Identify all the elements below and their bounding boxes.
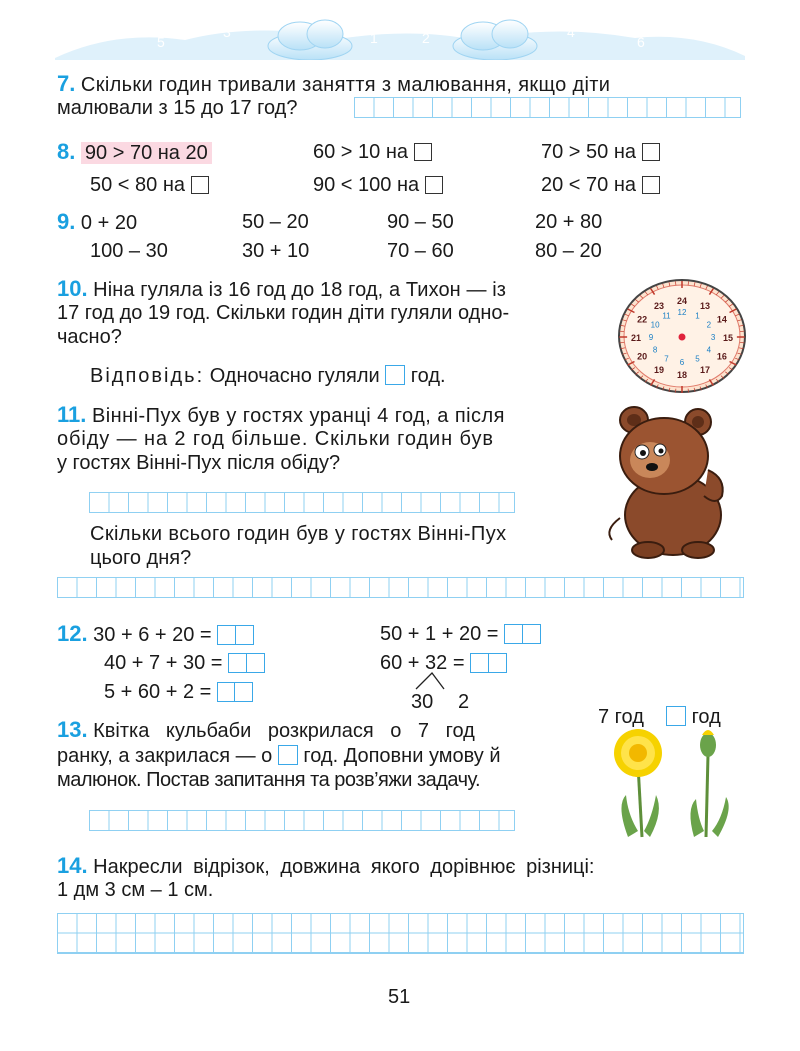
task-11-line-1: 11. Вінні-Пух був у гостях уранці 4 год, а після	[57, 402, 505, 427]
clock-inner-number: 5	[695, 354, 700, 364]
task-8-item: 60 > 10 на	[313, 140, 432, 164]
answer-box[interactable]	[385, 365, 405, 385]
clock-face	[616, 277, 748, 395]
clock-outer-number: 21	[630, 333, 642, 343]
answer-box[interactable]	[278, 745, 298, 765]
clock-inner-number: 1	[695, 311, 700, 321]
answer-grid[interactable]	[89, 492, 515, 513]
expression: 80 – 20	[535, 240, 602, 262]
header-digit: 0	[397, 16, 405, 32]
header-digit: 6	[637, 34, 645, 50]
dandelion-illustration	[598, 725, 748, 840]
answer-grid[interactable]	[57, 577, 744, 598]
task-11-line-3: у гостях Вінні-Пух після обіду?	[57, 452, 341, 474]
clock-outer-number: 19	[653, 365, 665, 376]
header-digit: 8	[691, 24, 699, 40]
answer-box[interactable]	[425, 176, 443, 194]
answer-double-box[interactable]	[228, 653, 263, 679]
header-digit: 5	[157, 34, 165, 50]
example-highlight: 90 > 70 на 20	[81, 142, 212, 164]
clock-inner-number: 8	[652, 345, 658, 355]
page-number: 51	[388, 986, 411, 1008]
task-8-item: 20 < 70 на	[541, 173, 660, 197]
task-8-item: 90 < 100 на	[313, 173, 443, 197]
expression: 70 – 60	[387, 240, 454, 262]
header-digit: 7	[107, 24, 115, 40]
answer-box[interactable]	[642, 143, 660, 161]
task-10-line-3: часно?	[57, 326, 122, 348]
bear-icon	[598, 400, 748, 560]
clock-outer-number: 18	[676, 370, 688, 380]
header-digit: 1	[370, 30, 378, 46]
task-number: 11.	[57, 402, 87, 427]
task-12-right-1: 50 + 1 + 20 =	[380, 622, 539, 650]
clock-outer-number: 13	[699, 300, 711, 311]
task-number: 7.	[57, 71, 76, 96]
winnie-pooh-illustration	[598, 400, 748, 560]
task-number: 13.	[57, 717, 88, 742]
answer-double-box[interactable]	[504, 624, 539, 650]
split-lines	[410, 671, 450, 691]
answer-box[interactable]	[666, 706, 686, 726]
task-number: 12.	[57, 621, 88, 646]
task-13-line-1: 13. Квітка кульбаби розкрилася о 7 год	[57, 717, 475, 742]
expression: 0 + 20	[80, 212, 138, 234]
task-9-row-1	[57, 210, 137, 235]
answer-box[interactable]	[414, 143, 432, 161]
flower-right-label: год	[666, 705, 721, 729]
task-8-row-1	[57, 140, 212, 165]
clock-inner-number: 9	[648, 333, 654, 342]
task-11-q2-line-2: цього дня?	[90, 547, 192, 569]
clock-inner-number: 10	[650, 320, 660, 330]
task-10-line-2: 17 год до 19 год. Скільки годин діти гуляли одно-	[57, 302, 510, 324]
task-11-line-2: обіду — на 2 год більше. Скільки годин був	[57, 428, 494, 450]
task-12-row-1: 12. 30 + 6 + 20 =	[57, 622, 252, 651]
clock-inner-number: 11	[662, 311, 671, 321]
header-digit: 4	[567, 24, 575, 40]
split-right: 2	[458, 691, 470, 713]
clock-inner-number: 12	[677, 308, 687, 317]
task-number: 8.	[57, 139, 76, 164]
task-14-line-1: 14. Накресли відрізок, довжина якого дорівнює різниці:	[57, 853, 595, 878]
clock-outer-number: 15	[722, 333, 734, 343]
task-number: 9.	[57, 209, 76, 234]
task-13-line-3: малюнок. Постав запитання та розв’яжи задачу.	[57, 769, 481, 791]
drawing-grid[interactable]	[57, 913, 744, 954]
expression: 20 + 80	[535, 211, 603, 233]
clock-outer-number: 20	[637, 351, 648, 362]
answer-box[interactable]	[642, 176, 660, 194]
split-left: 30	[411, 691, 434, 713]
clock-outer-number: 14	[716, 314, 727, 325]
task-10-answer: Відповідь: Одночасно гуляли год.	[90, 365, 446, 387]
answer-box[interactable]	[191, 176, 209, 194]
clock-inner-number: 2	[706, 320, 712, 330]
answer-double-box[interactable]	[217, 625, 252, 651]
task-11-q2-line-1: Скільки всього годин був у гостях Вінні-Пух	[90, 523, 507, 545]
expression: 100 – 30	[90, 240, 168, 262]
clock-outer-number: 23	[653, 300, 665, 311]
task-14-line-2: 1 дм 3 см – 1 см.	[57, 879, 214, 901]
task-8-item: 50 < 80 на	[90, 173, 209, 197]
task-12-row-3: 5 + 60 + 2 =	[104, 680, 252, 708]
header-banner	[55, 10, 745, 60]
task-12-right-2: 60 + 32 =	[380, 651, 505, 679]
answer-grid[interactable]	[354, 97, 741, 118]
clock-outer-number: 22	[637, 314, 648, 325]
clock-outer-number: 24	[676, 296, 688, 306]
answer-label: Відповідь:	[90, 365, 205, 387]
task-12-row-2: 40 + 7 + 30 =	[104, 651, 263, 679]
clock-icon	[616, 277, 748, 395]
clock-inner-number: 4	[706, 345, 712, 355]
answer-double-box[interactable]	[470, 653, 505, 679]
task-number: 10.	[57, 276, 88, 301]
clock-inner-number: 7	[664, 354, 669, 364]
answer-double-box[interactable]	[217, 682, 252, 708]
header-digit: 2	[422, 30, 430, 46]
expression: 90 – 50	[387, 211, 454, 233]
dandelion-icon	[598, 725, 748, 840]
clock-outer-number: 16	[716, 351, 727, 362]
clock-outer-number: 17	[699, 365, 711, 376]
task-7-line-2: малювали з 15 до 17 год?	[57, 97, 298, 119]
clock-inner-number: 3	[710, 333, 716, 342]
flower-left-label: 7 год	[598, 706, 644, 728]
answer-grid[interactable]	[89, 810, 515, 831]
expression: 30 + 10	[242, 240, 310, 262]
task-13-line-2: ранку, а закрилася — о год. Доповни умову й	[57, 745, 501, 767]
expression: 50 – 20	[242, 211, 309, 233]
task-text: Скільки годин тривали заняття з малювання, якщо діти	[80, 74, 611, 96]
task-7-line-1	[57, 72, 610, 97]
task-8-item: 70 > 50 на	[541, 140, 660, 164]
task-10-line-1: 10. Ніна гуляла із 16 год до 18 год, а Тихон — із	[57, 276, 507, 301]
header-digit: 3	[223, 24, 231, 40]
clock-inner-number: 6	[679, 358, 685, 367]
task-number: 14.	[57, 853, 88, 878]
